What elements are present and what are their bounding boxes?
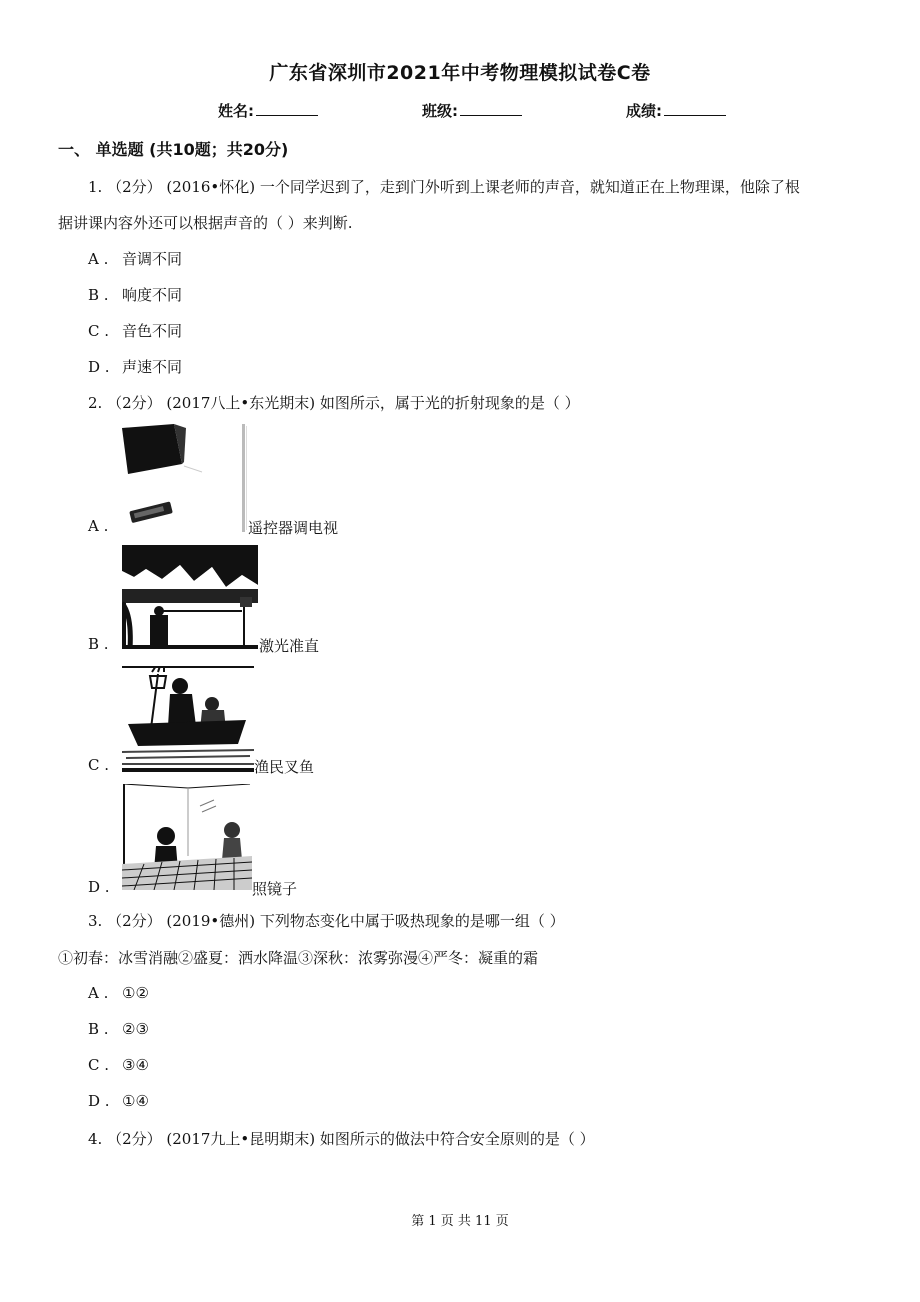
q3-option-a: A . ①② <box>88 984 149 1002</box>
q2-stem: 2. （2分） (2017八上•东光期末) 如图所示，属于光的折射现象的是（ ） <box>88 394 580 412</box>
q3-option-b: B . ②③ <box>88 1020 149 1038</box>
q4-stem: 4. （2分） (2017九上•昆明期末) 如图所示的做法中符合安全原则的是（ ） <box>88 1130 595 1148</box>
q1-option-a: A . 音调不同 <box>88 250 183 268</box>
class-label: 班级: <box>422 102 458 120</box>
name-field <box>218 100 318 121</box>
name-blank <box>256 101 318 116</box>
q3-sub: ①初春：冰雪消融②盛夏：洒水降温③深秋：浓雾弥漫④严冬：凝重的霜 <box>58 949 539 967</box>
fisherman-image <box>122 666 254 772</box>
q1-option-d: D . 声速不同 <box>88 358 183 376</box>
q2-option-a: 遥控器调电视 <box>248 519 339 537</box>
mirror-image <box>122 784 252 890</box>
score-field <box>626 100 726 121</box>
q2-option-d: 照镜子 <box>252 880 298 898</box>
q3-option-c: C . ③④ <box>88 1056 149 1074</box>
q1-option-b: B . 响度不同 <box>88 286 183 304</box>
q2-option-d-letter: D . <box>88 878 110 896</box>
q3-option-d: D . ①④ <box>88 1092 149 1110</box>
exam-title: 广东省深圳市2021年中考物理模拟试卷C卷 <box>269 62 651 84</box>
tv-remote-image <box>122 424 248 534</box>
score-label: 成绩: <box>626 102 662 120</box>
q3-stem: 3. （2分） (2019•德州) 下列物态变化中属于吸热现象的是哪一组（ ） <box>88 912 565 930</box>
section-title: 一、 单选题 (共10题；共20分) <box>58 140 289 159</box>
page-footer: 第 1 页 共 11 页 <box>411 1214 509 1229</box>
name-label: 姓名: <box>218 102 254 120</box>
q2-option-b: 激光准直 <box>259 637 320 655</box>
q2-option-c: 渔民叉鱼 <box>254 758 315 776</box>
q2-option-b-letter: B . <box>88 635 109 653</box>
q1-option-c: C . 音色不同 <box>88 322 183 340</box>
class-field <box>422 100 522 121</box>
class-blank <box>460 101 522 116</box>
q2-option-a-letter: A . <box>88 517 109 535</box>
q1-stem-line2: 据讲课内容外还可以根据声音的（ ）来判断. <box>58 214 353 232</box>
laser-alignment-image <box>122 545 258 649</box>
score-blank <box>664 101 726 116</box>
q2-option-c-letter: C . <box>88 756 110 774</box>
q1-stem-line1: 1. （2分） (2016•怀化) 一个同学迟到了，走到门外听到上课老师的声音，就知道正在上物理课，他除了根 <box>88 178 800 196</box>
